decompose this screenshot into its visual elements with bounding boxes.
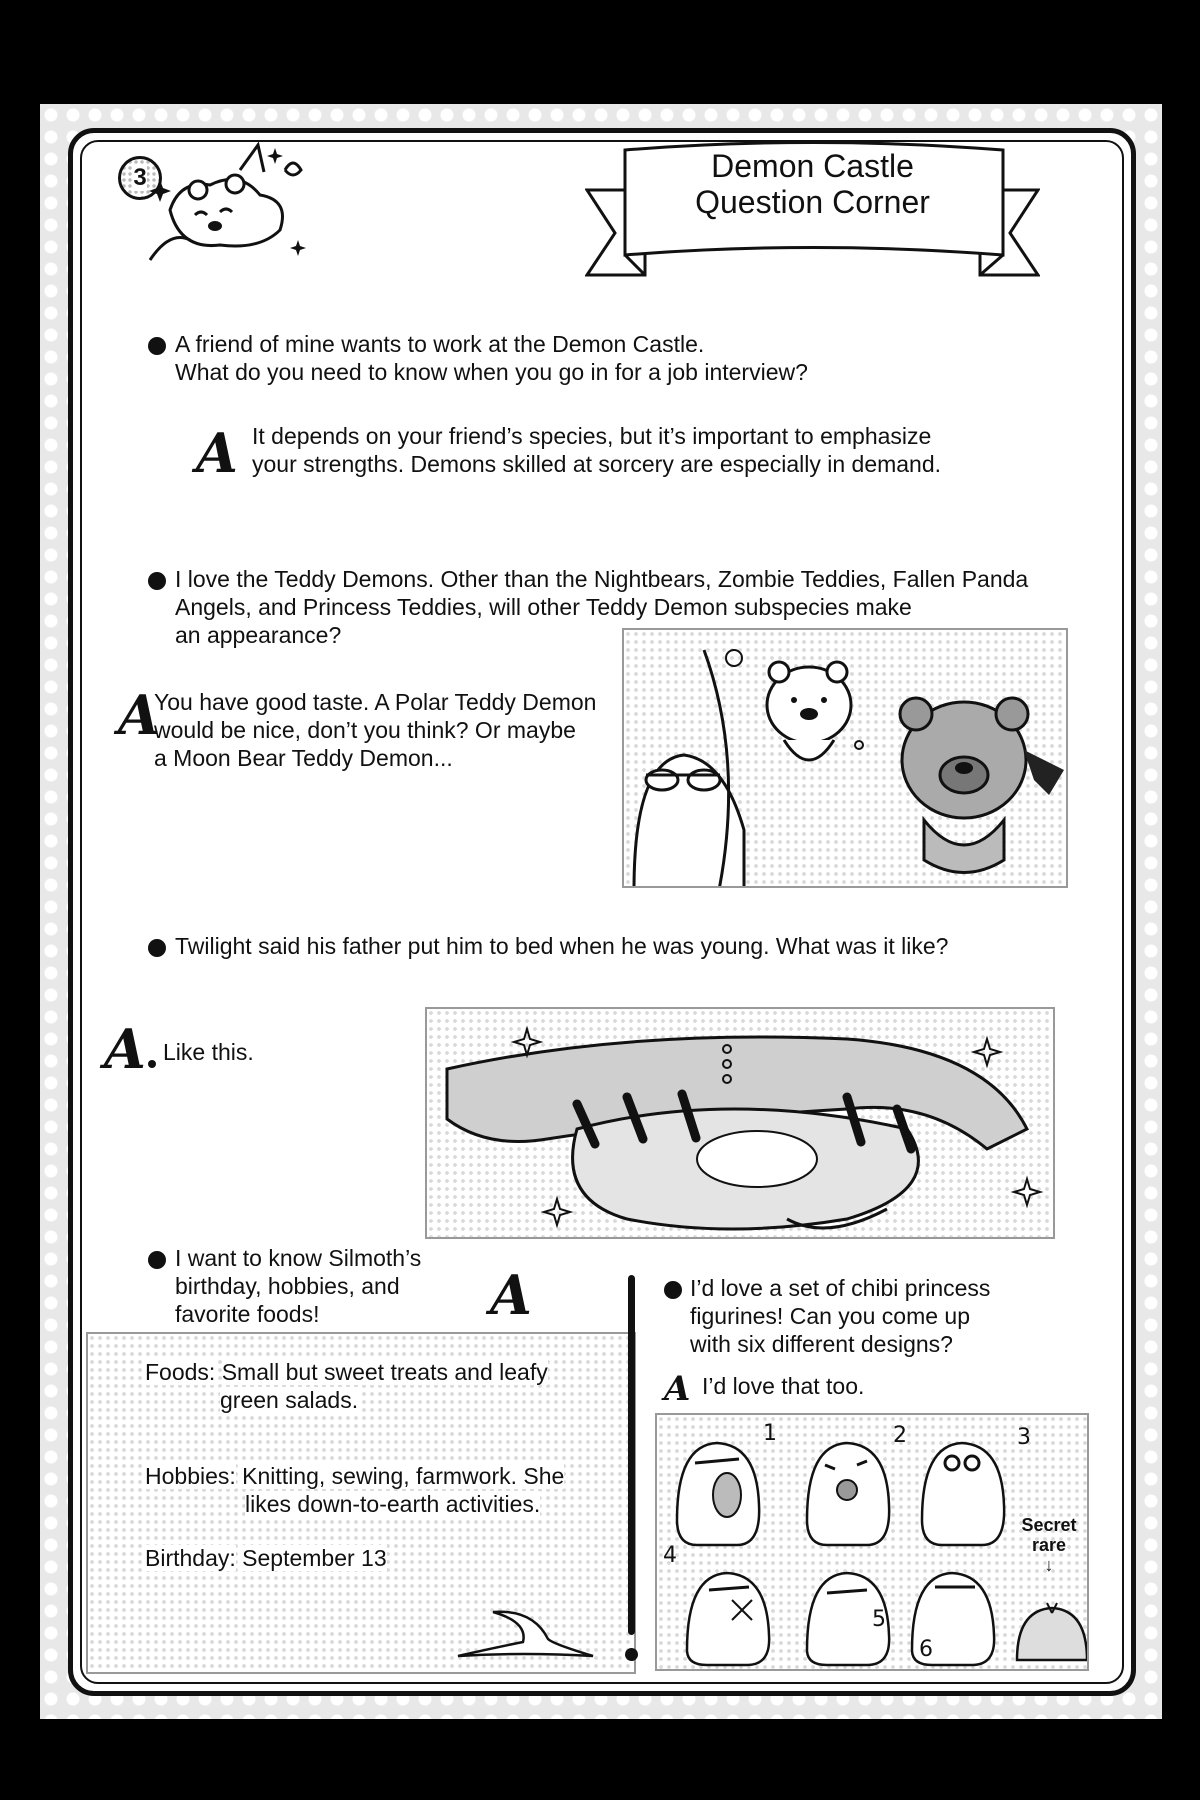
a1-line2: your strengths. Demons skilled at sorcery are especially in demand. — [252, 451, 942, 477]
q1-line2: What do you need to know when you go in for a job interview? — [175, 359, 808, 385]
silmoth-info-panel — [86, 1332, 636, 1674]
question-bullet — [148, 337, 166, 355]
question-3 — [175, 932, 948, 960]
figurine-label-3: 3 — [1017, 1425, 1031, 1450]
q5-line3: with six different designs? — [690, 1331, 953, 1357]
a1-line1: It depends on your friend’s species, but it’s important to emphasize — [252, 423, 932, 449]
q1-line1: A friend of mine wants to work at the Demon Castle. — [175, 331, 705, 357]
teddy-demons-illustration — [622, 628, 1068, 888]
answer-mark: A — [490, 1263, 532, 1327]
a2-line2: would be nice, don’t you think? Or maybe — [154, 717, 576, 743]
hobbies-line2: likes down-to-earth activities. — [245, 1491, 541, 1517]
witch-hat-icon — [453, 1604, 603, 1664]
foods-label: Foods: — [145, 1359, 216, 1385]
teddy-demons-drawing — [624, 630, 1068, 888]
exclamation-dot — [625, 1648, 638, 1661]
bedtime-hand-drawing — [427, 1009, 1055, 1239]
figurines-illustration — [655, 1413, 1089, 1671]
a2-line1: You have good taste. A Polar Teddy Demon — [154, 689, 597, 715]
answer-3 — [163, 1038, 254, 1066]
foods-line2: green salads. — [220, 1387, 359, 1413]
secret-rare-line1: Secret — [1021, 1515, 1077, 1535]
answer-mark-period — [148, 1060, 156, 1068]
exclamation-divider — [628, 1275, 635, 1635]
sleeping-bear-doodle — [140, 140, 310, 270]
hobbies-line1: Knitting, sewing, farmwork. She — [242, 1463, 565, 1489]
question-bullet — [148, 572, 166, 590]
answer-mark: A — [196, 421, 238, 485]
title-banner — [625, 148, 1000, 220]
figurine-label-6: 6 — [919, 1637, 933, 1662]
hobbies-label: Hobbies: — [145, 1463, 236, 1489]
figurine-label-4: 4 — [663, 1543, 677, 1568]
answer-mark: A — [664, 1369, 691, 1409]
question-5 — [690, 1274, 990, 1358]
answer-mark: A — [104, 1017, 146, 1081]
q4-line2: birthday, hobbies, and — [175, 1273, 400, 1299]
q5-line1: I’d love a set of chibi princess — [690, 1275, 991, 1301]
answer-mark: A — [118, 683, 160, 747]
q2-line3: an appearance? — [175, 622, 342, 648]
a5-line1: I’d love that too. — [702, 1373, 865, 1399]
a2-line3: a Moon Bear Teddy Demon... — [154, 745, 453, 771]
birthday-label: Birthday: — [145, 1545, 236, 1571]
question-bullet — [148, 1251, 166, 1269]
down-arrow-icon: ↓ — [1044, 1555, 1054, 1575]
figurine-label-2: 2 — [893, 1423, 907, 1448]
figurine-label-5: 5 — [872, 1607, 886, 1632]
page-number: 3 — [133, 164, 147, 191]
banner-title-line1: Demon Castle — [711, 148, 914, 184]
secret-rare-line2: rare — [1031, 1535, 1067, 1555]
figurine-label-1: 1 — [763, 1421, 777, 1446]
birthday-entry — [145, 1544, 625, 1572]
q4-line3: favorite foods! — [175, 1301, 320, 1327]
q2-line1: I love the Teddy Demons. Other than the Nightbears, Zombie Teddies, Fallen Panda — [175, 566, 1029, 592]
birthday-value: September 13 — [242, 1545, 387, 1571]
question-bullet — [148, 939, 166, 957]
answer-2 — [154, 688, 596, 772]
foods-entry — [145, 1358, 625, 1414]
secret-rare-label — [1009, 1515, 1089, 1575]
q5-line2: figurines! Can you come up — [690, 1303, 970, 1329]
answer-1 — [252, 422, 941, 478]
banner-title-line2: Question Corner — [695, 184, 930, 220]
q3-line1: Twilight said his father put him to bed when he was young. What was it like? — [175, 933, 949, 959]
q4-line1: I want to know Silmoth’s — [175, 1245, 422, 1271]
question-bullet — [664, 1281, 682, 1299]
hobbies-entry — [145, 1462, 625, 1518]
a3-line1: Like this. — [163, 1039, 254, 1065]
question-1 — [175, 330, 808, 386]
answer-5 — [702, 1372, 864, 1400]
foods-line1: Small but sweet treats and leafy — [221, 1359, 548, 1385]
bedtime-hand-illustration — [425, 1007, 1055, 1239]
q2-line2: Angels, and Princess Teddies, will other Teddy Demon subspecies make — [175, 594, 912, 620]
question-4 — [175, 1244, 421, 1328]
